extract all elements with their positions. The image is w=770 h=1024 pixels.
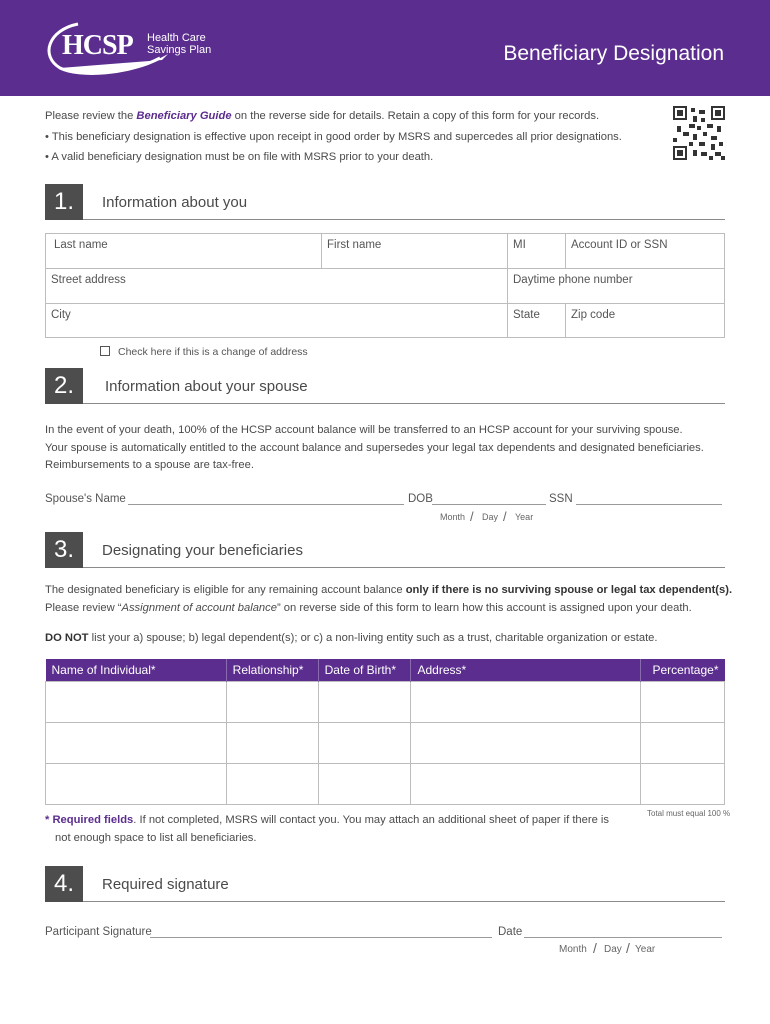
spouse-ssn-label: SSN — [549, 493, 573, 505]
signature-date-label: Date — [498, 926, 523, 938]
section-2-title: Information about your spouse — [105, 378, 308, 395]
qr-code-icon — [673, 106, 725, 160]
participant-signature-input[interactable] — [150, 937, 492, 938]
intro-bullet-2: • A valid beneficiary designation must be on file with MSRS prior to your death. — [45, 151, 434, 163]
section-1-number: 1. — [45, 184, 83, 220]
section-4-header — [45, 866, 725, 902]
middle-initial-field[interactable]: MI — [508, 234, 566, 269]
logo-subtitle: Health Care Savings Plan — [147, 32, 212, 56]
total-percentage-note: Total must equal 100 % — [647, 809, 731, 818]
section-4-number: 4. — [45, 866, 83, 902]
last-name-field[interactable]: Last name — [46, 234, 322, 269]
section-2-number: 2. — [45, 368, 83, 404]
beneficiary-guide-link: Beneficiary Guide — [136, 110, 232, 122]
change-of-address-checkbox[interactable] — [100, 346, 110, 356]
spouse-dob-slash-2: / — [503, 509, 507, 524]
spouse-name-label: Spouse's Name — [45, 493, 126, 505]
signature-date-slash-1: / — [593, 940, 597, 956]
city-field[interactable]: City — [46, 304, 508, 338]
beneficiary-address-cell[interactable] — [411, 722, 641, 763]
spouse-name-input[interactable] — [128, 504, 404, 505]
beneficiary-relationship-cell[interactable] — [226, 763, 318, 804]
zip-code-field[interactable]: Zip code — [571, 309, 616, 321]
section-2-header — [45, 368, 725, 404]
beneficiary-address-cell[interactable] — [411, 763, 641, 804]
beneficiary-table — [45, 659, 725, 805]
signature-date-year-hint: Year — [635, 944, 656, 955]
beneficiary-name-cell[interactable] — [46, 722, 227, 763]
header-banner — [0, 0, 770, 96]
do-not-list-paragraph: DO NOT list your a) spouse; b) legal dependent(s); or c) a non-living entity such as a trust, charitable organization or estate. — [45, 632, 658, 644]
spouse-dob-slash-1: / — [470, 509, 474, 524]
account-id-field[interactable]: Account ID or SSN — [566, 234, 724, 269]
required-fields-note: * Required fields. If not completed, MSRS will contact you. You may attach an additional sheet of paper if there is not enough space to list all beneficiaries. — [45, 814, 610, 844]
personal-info-grid — [45, 233, 725, 338]
table-row — [46, 763, 725, 804]
spouse-dob-month-hint: Month — [440, 512, 466, 522]
intro-line-1: Please review the Beneficiary Guide on the reverse side for details. Retain a copy of this form for your records. — [45, 110, 600, 122]
beneficiary-eligibility-paragraph: The designated beneficiary is eligible for any remaining account balance only if there is no surviving spouse or legal tax dependent(s). Please review “Assignment of account balance” on reverse side of this form to learn how this account is assigned upon your death. — [45, 584, 733, 614]
section-4-title: Required signature — [102, 876, 229, 893]
beneficiary-table-header — [46, 659, 725, 681]
street-address-field[interactable]: Street address — [46, 269, 508, 304]
beneficiary-percentage-cell[interactable] — [640, 681, 724, 722]
spouse-ssn-input[interactable] — [576, 504, 722, 505]
daytime-phone-field[interactable]: Daytime phone number — [508, 269, 724, 304]
beneficiary-percentage-cell[interactable] — [640, 763, 724, 804]
table-row — [46, 681, 725, 722]
change-of-address-row — [100, 346, 308, 358]
signature-date-day-hint: Day — [604, 944, 622, 955]
table-row — [46, 722, 725, 763]
col-address-header: Address* — [411, 659, 641, 681]
beneficiary-dob-cell[interactable] — [318, 681, 411, 722]
form-title: Beneficiary Designation — [503, 42, 724, 65]
col-relationship-header: Relationship* — [226, 659, 318, 681]
section-3-header — [45, 532, 725, 568]
section-1-title: Information about you — [102, 194, 248, 211]
beneficiary-name-cell[interactable] — [46, 763, 227, 804]
section-3-title: Designating your beneficiaries — [102, 542, 303, 559]
signature-date-month-hint: Month — [559, 944, 587, 955]
col-dob-header: Date of Birth* — [318, 659, 411, 681]
participant-signature-label: Participant Signature — [45, 926, 152, 938]
spouse-dob-day-hint: Day — [482, 512, 499, 522]
intro-text — [45, 106, 622, 168]
intro-bullet-1: • This beneficiary designation is effective upon receipt in good order by MSRS and supercedes all prior designations. — [45, 130, 622, 143]
signature-date-input[interactable] — [524, 937, 722, 938]
spouse-info-paragraph: In the event of your death, 100% of the HCSP account balance will be transferred to an HCSP account for your surviving spouse. Your spouse is automatically entitled to the account balance and supersedes your legal tax dependents and designated beneficiaries. Reimbursements to a spouse are tax-free. — [45, 424, 704, 471]
col-name-header: Name of Individual* — [46, 659, 227, 681]
logo-wordmark: HCSP — [62, 30, 133, 61]
section-1-header — [45, 184, 725, 220]
beneficiary-address-cell[interactable] — [411, 681, 641, 722]
signature-date-slash-2: / — [626, 940, 630, 956]
beneficiary-dob-cell[interactable] — [318, 763, 411, 804]
col-percentage-header: Percentage* — [640, 659, 724, 681]
first-name-field[interactable]: First name — [322, 234, 508, 269]
section-3-number: 3. — [45, 532, 83, 568]
beneficiary-relationship-cell[interactable] — [226, 681, 318, 722]
beneficiary-relationship-cell[interactable] — [226, 722, 318, 763]
beneficiary-name-cell[interactable] — [46, 681, 227, 722]
change-of-address-label: Check here if this is a change of address — [118, 346, 308, 358]
beneficiary-percentage-cell[interactable] — [640, 722, 724, 763]
spouse-dob-label: DOB — [408, 493, 433, 505]
spouse-dob-input[interactable] — [432, 504, 546, 505]
beneficiary-dob-cell[interactable] — [318, 722, 411, 763]
spouse-dob-year-hint: Year — [515, 512, 534, 522]
state-field[interactable]: State — [508, 304, 566, 338]
